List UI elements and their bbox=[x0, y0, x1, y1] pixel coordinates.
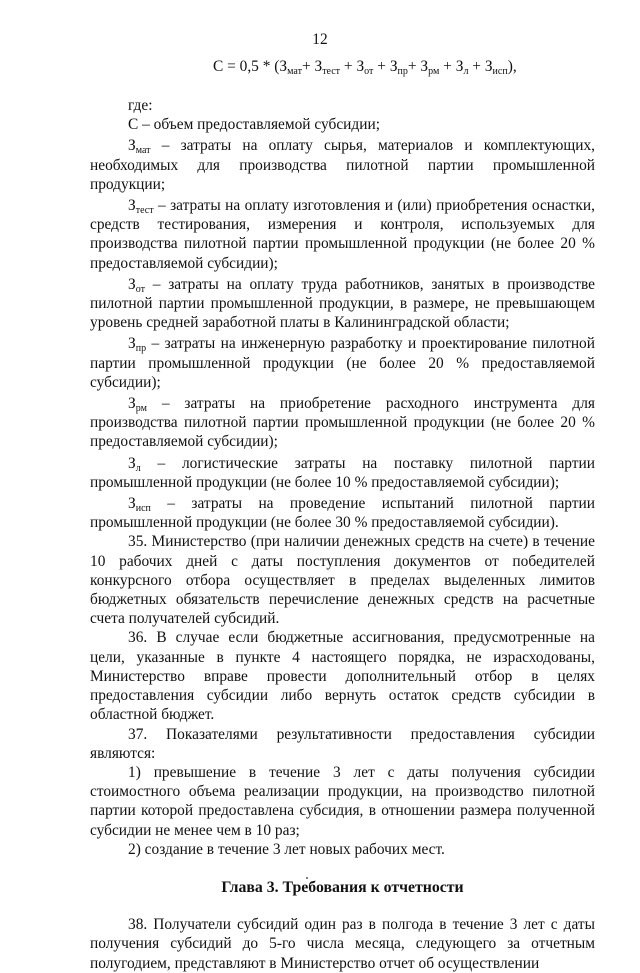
document-body bbox=[90, 96, 595, 973]
formula-term: $З_{тест}$ + bbox=[314, 58, 357, 77]
definition-zl: $З_л$ – логистические затраты на поставку пилотной партии промышленной продукции (не более 10 % предоставляемой субсидии); bbox=[90, 454, 595, 491]
where-label: где: bbox=[128, 97, 153, 114]
indicator-item-1: 1) превышение в течение 3 лет с даты получения субсидии стоимостного объема реализации продукции, на производство пилотной партии которой предоставлена субсидия, в отношении размера полученной субсидии не менее чем в 10 раз; bbox=[90, 763, 595, 839]
formula-term: $З_{от}$ + bbox=[356, 58, 390, 77]
paragraph-36: 36. В случае если бюджетные ассигнования, предусмотренные на цели, указанные в пункте 4 настоящего порядка, не израсходованы, Министерство вправе провести дополнительный отбор в целях предоставления субсидии либо вернуть остаток средств субсидии в областной бюджет. bbox=[90, 629, 595, 724]
scan-speck bbox=[306, 877, 308, 879]
definition-zmat: $З_{мат}$ – затраты на оплату сырья, материалов и комплектующих, необходимых для производства пилотной партии промышленной продукции; bbox=[90, 137, 595, 193]
formula-term: $З_{мат}+$ bbox=[279, 58, 315, 77]
formula-term: $З_{рм}$ + bbox=[420, 58, 456, 77]
formula-term: $З_л$ + bbox=[455, 58, 485, 77]
formula-term: $З_{пр}+$ bbox=[389, 58, 421, 77]
definition-zpr: $З_{пр}$ – затраты на инженерную разработку и проектирование пилотной партии промышленной продукции (не более 20 % предоставляемой субсидии); bbox=[90, 335, 595, 391]
paragraph-38: 38. Получатели субсидий один раз в полгода в течение 3 лет с даты получения субсидий до 5-го числа месяца, следующего за отчетным полугодием, представляют в Министерство отчет об осуществлении bbox=[90, 916, 595, 972]
definition-zisp: $З_{исп}$ – затраты на проведение испытаний пилотной партии промышленной продукции (не более 30 % предоставляемой субсидии). bbox=[90, 495, 595, 532]
paragraph-35: 35. Министерство (при наличии денежных средств на счете) в течение 10 рабочих дней с даты поступления документов от победителей конкурсного отбора осуществляет в пределах выделенных лимитов бюджетных обязательств перечисление денежных средств на расчетные счета получателей субсидий. bbox=[90, 533, 595, 628]
definition-c: С – объем предоставляемой субсидии; bbox=[128, 116, 380, 134]
definition-zrm: $З_{рм}$ – затраты на приобретение расходного инструмента для производства пилотной партии промышленной продукции (не более 20 % предоставляемой субсидии); bbox=[90, 395, 595, 451]
formula-term: $З_{исп}$ bbox=[484, 58, 508, 77]
page-number: 12 bbox=[312, 31, 328, 48]
chapter-heading: Глава 3. Требования к отчетности bbox=[221, 878, 464, 896]
indicator-item-2: 2) создание в течение 3 лет новых рабочих мест. bbox=[128, 840, 445, 858]
formula-lhs: С = 0,5 * ( bbox=[213, 58, 280, 75]
definition-zot: $З_{от}$ – затраты на оплату труда работников, занятых в производстве пилотной партии промышленной продукции, в размере, не превышающем уровень средней заработной платы в Калининградской области; bbox=[90, 275, 595, 332]
subsidy-formula bbox=[213, 57, 517, 76]
paragraph-37: 37. Показателями результативности предоставления субсидии являются: bbox=[90, 725, 595, 762]
formula-rhs: ), bbox=[507, 58, 517, 75]
definition-ztest: $З_{тест}$ – затраты на оплату изготовления и (или) приобретения оснастки, средств тестирования, измерения и контроля, используемых для производства пилотной партии промышленной продукции (не более 20 % предоставляемой субсидии); bbox=[90, 197, 595, 272]
